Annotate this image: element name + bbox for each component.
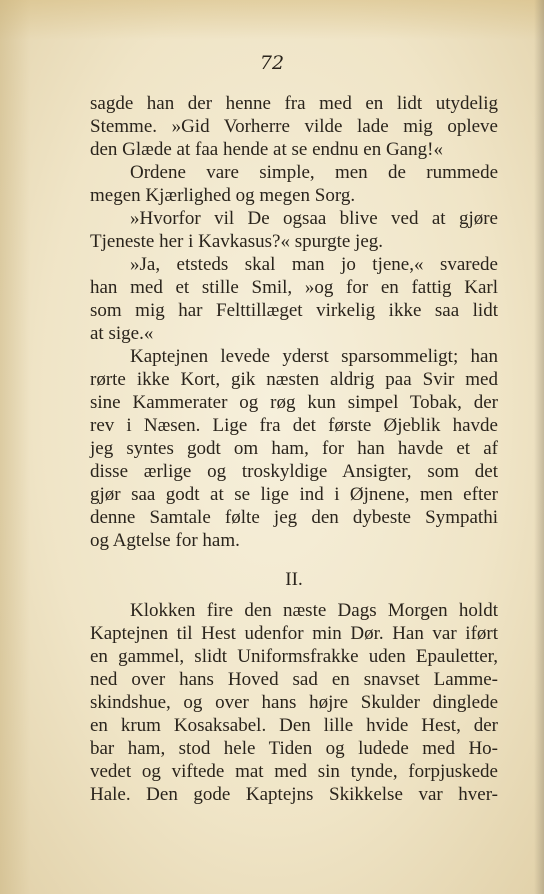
text-line: megen Kjærlighed og megen Sorg. — [90, 185, 356, 206]
text-line: han med et stille Smil, »og for en fattig Karl — [90, 277, 498, 298]
text-line: sagde han der henne fra med en lidt utydelig — [90, 93, 498, 114]
text-line: rørte ikke Kort, gik næsten aldrig paa Svir med — [90, 369, 498, 390]
text-line: Ordene vare simple, men de rummede — [130, 162, 498, 183]
text-line: Klokken fire den næste Dags Morgen holdt — [130, 600, 498, 621]
text-line: sine Kammerater og røg kun simpel Tobak, der — [90, 392, 498, 413]
text-line: at sige.« — [90, 323, 154, 344]
paper-edge-left — [0, 0, 30, 894]
text-line: denne Samtale følte jeg den dybeste Sympathi — [90, 507, 498, 528]
text-line: Kaptejnen til Hest udenfor min Dør. Han var iført — [90, 623, 498, 644]
text-line: Tjeneste her i Kavkasus?« spurgte jeg. — [90, 231, 384, 252]
text-line: gjør saa godt at se lige ind i Øjnene, men efter — [90, 484, 498, 505]
text-line: »Ja, etsteds skal man jo tjene,« svarede — [130, 254, 498, 275]
text-line: bar ham, stod hele Tiden og ludede med Ho- — [90, 738, 498, 759]
paper-edge-top — [0, 0, 544, 40]
text-line: skindshue, og over hans højre Skulder dinglede — [90, 692, 498, 713]
text-line: en gammel, slidt Uniformsfrakke uden Epauletter, — [90, 646, 498, 667]
text-line: ned over hans Hoved sad en snavset Lamme- — [90, 669, 498, 690]
text-line: Stemme. »Gid Vorherre vilde lade mig opleve — [90, 116, 498, 137]
page-number: 72 — [259, 52, 285, 74]
section-heading: II. — [285, 569, 303, 590]
text-line: jeg syntes godt om ham, for han havde et af — [90, 438, 498, 459]
text-line: Kaptejnen levede yderst sparsommeligt; han — [130, 346, 498, 367]
text-line: den Glæde at faa hende at se endnu en Gang!« — [90, 139, 443, 160]
text-line: og Agtelse for ham. — [90, 530, 240, 551]
text-line: rev i Næsen. Lige fra det første Øjeblik havde — [90, 415, 498, 436]
text-line: en krum Kosaksabel. Den lille hvide Hest, der — [90, 715, 498, 736]
text-line: »Hvorfor vil De ogsaa blive ved at gjøre — [130, 208, 498, 229]
text-line: Hale. Den gode Kaptejns Skikkelse var hver- — [90, 784, 498, 805]
text-line: disse ærlige og troskyldige Ansigter, som det — [90, 461, 498, 482]
paper-edge-right — [534, 0, 544, 894]
body-text — [90, 92, 498, 806]
text-line: som mig har Felttillæget virkelig ikke saa lidt — [90, 300, 498, 321]
text-line: vedet og viftede mat med sin tynde, forpjuskede — [90, 761, 498, 782]
